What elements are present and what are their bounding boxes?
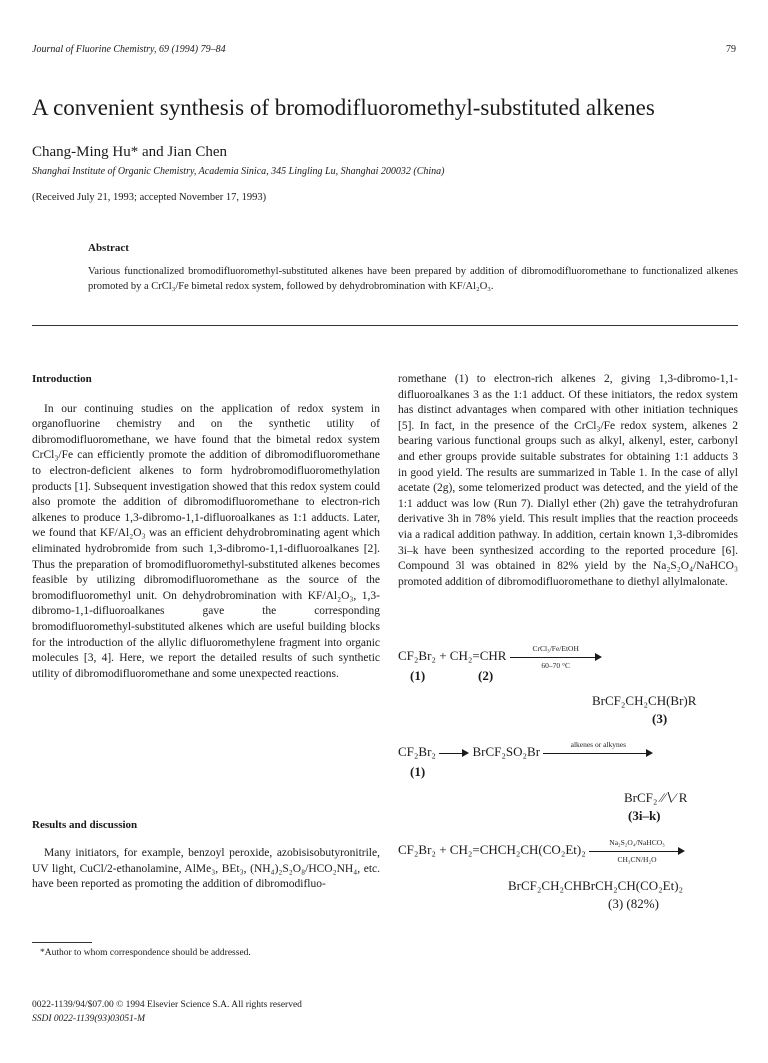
introduction-heading: Introduction bbox=[32, 373, 92, 385]
scheme-3-product-label: (3) (82%) bbox=[608, 896, 659, 911]
left-column-results bbox=[32, 846, 380, 893]
results-paragraph: Many initiators, for example, benzoyl peroxide, azobisisobutyronitrile, UV light, CuCl/2-ethanolamine, AlMe₃, BEt₃, (NH₄)₂S₂O₈/HCO₂NH₄, etc. have been reported as promoting the addition of dibromodifluo- bbox=[32, 847, 380, 891]
scheme-3-left: CF₂Br₂ + CH₂=CHCH₂CH(CO₂Et)₂ bbox=[398, 842, 586, 857]
received-dates: (Received July 21, 1993; accepted November 17, 1993) bbox=[32, 192, 267, 203]
scheme-1-left: CF₂Br₂ + CH₂=CHR bbox=[398, 648, 507, 663]
scheme-1-condition-bottom: 60–70 °C bbox=[541, 661, 571, 671]
scheme-2-reactants bbox=[398, 740, 653, 762]
footnote-divider bbox=[32, 942, 92, 943]
scheme-2-label-1: (1) bbox=[410, 764, 426, 779]
arrow-head-icon bbox=[595, 653, 602, 661]
left-column bbox=[32, 372, 380, 682]
scheme-2-condition-top: alkenes or alkynes bbox=[570, 740, 627, 750]
right-column bbox=[398, 372, 738, 590]
arrow-line bbox=[543, 753, 647, 754]
abstract-divider bbox=[32, 325, 738, 326]
arrow-head-icon bbox=[646, 749, 653, 757]
results-heading: Results and discussion bbox=[32, 819, 138, 831]
ssdi-line: SSDI 0022-1139(93)03051-M bbox=[32, 1014, 146, 1024]
arrow-head-icon bbox=[462, 749, 469, 757]
scheme-2-product-label: (3i–k) bbox=[628, 808, 661, 823]
abstract-heading: Abstract bbox=[88, 242, 129, 254]
scheme-2-product: BrCF₂ ⁄⁄∖⁄ R bbox=[624, 790, 688, 805]
arrow-line bbox=[589, 851, 679, 852]
scheme-1-product-label: (3) bbox=[652, 711, 668, 726]
scheme-1-label-1: (1) bbox=[410, 668, 426, 683]
scheme-3-product: BrCF₂CH₂CHBrCH₂CH(CO₂Et)₂ bbox=[508, 878, 684, 893]
scheme-2-arrow-2 bbox=[543, 740, 653, 762]
scheme-1-reactants bbox=[398, 644, 602, 671]
article-title: A convenient synthesis of bromodifluoromethyl-substituted alkenes bbox=[32, 95, 655, 120]
scheme-2-intermediate: BrCF₂SO₂Br bbox=[472, 744, 541, 759]
abstract-text: Various functionalized bromodifluoromethyl-substituted alkenes have been prepared by addition of dibromodifluoromethane to functionalized alkenes promoted by a CrCl₃/Fe bimetal redox system, followed by dehydrobromination with KF/Al₂O₃. bbox=[88, 266, 738, 292]
scheme-1-product: BrCF₂CH₂CH(Br)R bbox=[592, 693, 697, 708]
arrow-line bbox=[439, 753, 463, 754]
scheme-3-arrow bbox=[589, 838, 685, 865]
footnote: *Author to whom correspondence should be addressed. bbox=[40, 948, 251, 958]
scheme-1-label-2: (2) bbox=[478, 668, 494, 683]
scheme-3-condition-top: Na₂S₂O₄/NaHCO₃ bbox=[609, 838, 665, 848]
scheme-1-arrow bbox=[510, 644, 602, 671]
scheme-3-reactants bbox=[398, 838, 685, 865]
arrow-line bbox=[510, 657, 596, 658]
scheme-2-arrow-1 bbox=[439, 744, 469, 762]
scheme-3-condition-bottom: CH₃CN/H₂O bbox=[617, 855, 657, 865]
introduction-paragraph: In our continuing studies on the application of redox system in organofluorine chemistry and on the synthetic utility of dibromodifluoromethane, we have found that the bimetal redox system CrCl₃/Fe can efficiently promote the addition of dibromodifluoromethane to electron-deficient alkenes to form hydrobromodifluoromethylation products [1]. Subsequent investigation showed that this redox system could also promote the addition of dibromodifluoromethane to electron-rich alkenes to produce 1,3-dibromo-1,1-difluoroalkanes as 1:1 adducts. Later, we found that KF/Al₂O₃ was an efficient dehydrobrominating agent which eliminated hydrobromide from such 1,3-dibromo-1,1-difluoroalkanes [2]. Thus the preparation of bromodifluoromethyl-substituted alkenes becomes feasible by utilizing dibromodifluoromethane as the source of the bromodifluoromethyl unit. On dehydrobromination with KF/Al₂O₃, 1,3-dibromo-1,1-difluoroalkanes gave the corresponding bromodifluoromethyl-substituted alkenes which are useful building blocks for the introduction of the allylic difluoromethylene fragment into organic molecules [3, 4]. Here, we report the detailed results of such synthetic utility of dibromodifluoromethane and some unexpected reactions. bbox=[32, 402, 380, 680]
results-paragraph-continued: romethane (1) to electron-rich alkenes 2, giving 1,3-dibromo-1,1-difluoroalkanes 3 as the 1:1 adduct. Of these initiators, the redox system has distinct advantages when compared with other initiation techniques [5]. In fact, in the presence of the CrCl₃/Fe redox system, alkenes 2 bearing various functional groups such as alkyl, alkenyl, ester, carbonyl and ether groups provide suitable substrates for obtaining 1:1 adducts 3 in good yield. The results are summarized in Table 1. In the case of allyl acetate (2g), some telomerized product was detected, and the yield of the 1:1 adduct was low (Run 7). Diallyl ether (2h) gave the tetrahydrofuran derivative 3h in 78% yield. This result implies that the reaction proceeds via a radical addition pathway. In addition, certain known 1,3-dibromides 3i–k have been synthesized according to the reported procedure [6]. Compound 3l was obtained in 82% yield by the Na₂S₂O₄/NaHCO₃ promoted addition of dibromodifluoromethane to diethyl allylmalonate. bbox=[398, 373, 738, 588]
copyright-line: 0022-1139/94/$07.00 © 1994 Elsevier Science S.A. All rights reserved bbox=[32, 1000, 302, 1010]
article-authors: Chang-Ming Hu* and Jian Chen bbox=[32, 144, 227, 160]
arrow-head-icon bbox=[678, 847, 685, 855]
scheme-2-left: CF₂Br₂ bbox=[398, 744, 436, 759]
page-number: 79 bbox=[726, 44, 736, 55]
scheme-1-condition-top: CrCl₃/Fe/EtOH bbox=[532, 644, 579, 654]
running-header: Journal of Fluorine Chemistry, 69 (1994) 79–84 bbox=[32, 44, 226, 55]
author-affiliation: Shanghai Institute of Organic Chemistry, Academia Sinica, 345 Lingling Lu, Shanghai 200032 (China) bbox=[32, 166, 445, 177]
